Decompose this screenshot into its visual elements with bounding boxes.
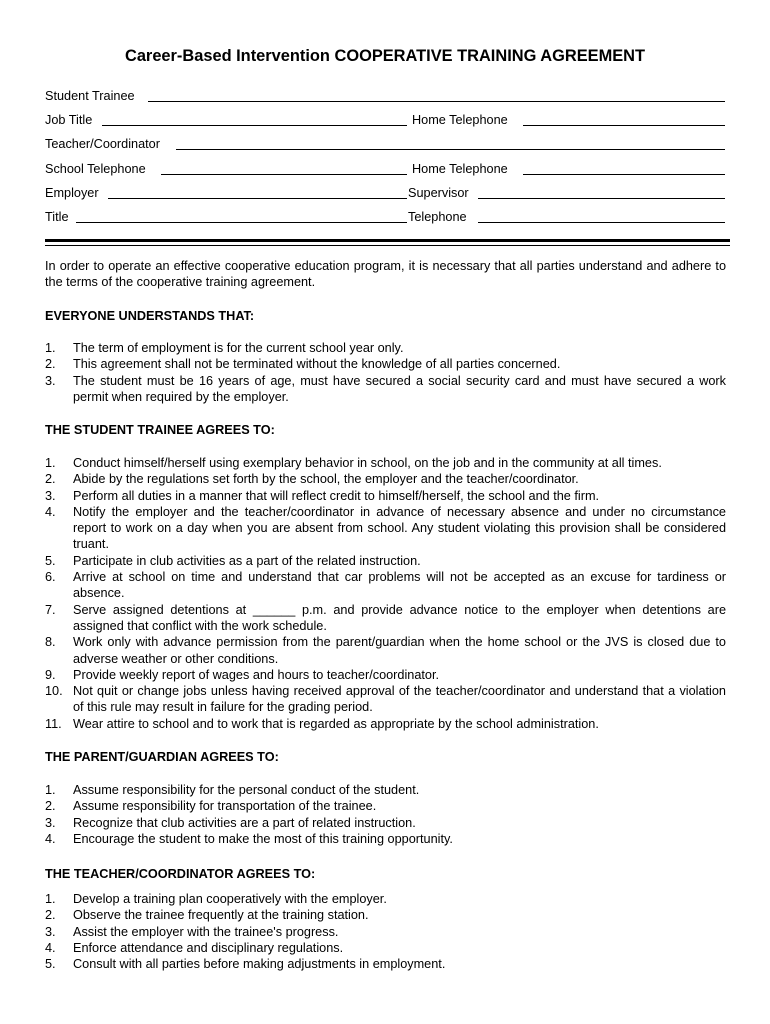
document-title: Career-Based Intervention COOPERATIVE TRAINING AGREEMENT [124, 47, 646, 65]
label-student-trainee: Student Trainee [45, 89, 135, 103]
section-heading-student: THE STUDENT TRAINEE AGREES TO: [45, 423, 275, 437]
list-item: 4. Enforce attendance and disciplinary regulations. [45, 940, 344, 955]
label-employer: Employer [45, 186, 99, 200]
list-item: 1. The term of employment is for the current school year only. [45, 341, 404, 355]
list-item: 2. This agreement shall not be terminated without the knowledge of all parties concerned. [45, 357, 561, 372]
label-teacher-coordinator: Teacher/Coordinator [45, 137, 160, 151]
list-item: 1. Develop a training plan cooperatively with the employer. [45, 892, 387, 906]
student-trainee-field[interactable] [148, 101, 725, 102]
label-home-telephone: Home Telephone [412, 113, 508, 127]
list-item: 9. Provide weekly report of wages and hours to teacher/coordinator. [45, 667, 440, 682]
teacher-coordinator-field[interactable] [176, 149, 725, 150]
list-item: 2. Assume responsibility for transportation of the trainee. [45, 799, 377, 814]
list-item: 1. Conduct himself/herself using exemplary behavior in school, on the job and in the community at all times. [45, 456, 662, 470]
telephone-field[interactable] [478, 222, 725, 223]
section-heading-everyone: EVERYONE UNDERSTANDS THAT: [45, 309, 255, 323]
list-item: 5. Participate in club activities as a part of the related instruction. [45, 553, 421, 568]
list-item: 1. Assume responsibility for the personal conduct of the student. [45, 783, 420, 797]
list-item: 5. Consult with all parties before making adjustments in employment. [45, 957, 446, 972]
home-telephone-field[interactable] [523, 125, 725, 126]
list-item: 2. Abide by the regulations set forth by the school, the employer and the teacher/coordinator. [45, 472, 579, 487]
home-telephone-2-field[interactable] [523, 174, 725, 175]
section-heading-parent: THE PARENT/GUARDIAN AGREES TO: [45, 750, 279, 764]
list-item: 6. Arrive at school on time and understand that car problems will not be accepted as an excuse for tardiness or absence. [45, 570, 726, 601]
list-teacher [45, 891, 726, 972]
list-item: 2. Observe the trainee frequently at the training station. [45, 908, 369, 923]
list-item: 3. Recognize that club activities are a part of related instruction. [45, 815, 416, 830]
divider-thin [45, 245, 730, 246]
label-job-title: Job Title [45, 113, 93, 127]
list-item: 8. Work only with advance permission from the parent/guardian when the home school or the JVS is closed due to adverse weather or other conditions. [45, 635, 726, 666]
list-item: 3. Perform all duties in a manner that will reflect credit to himself/herself, the school and the firm. [45, 488, 600, 503]
list-parent [45, 782, 726, 847]
list-item: 3. The student must be 16 years of age, must have secured a social security card and must have secured a work permit when required by the employer. [45, 373, 726, 404]
list-item: 11. Wear attire to school and to work that is regarded as appropriate by the school administration. [45, 716, 599, 731]
job-title-field[interactable] [102, 125, 407, 126]
list-item: 3. Assist the employer with the trainee's progress. [45, 924, 339, 939]
label-school-telephone: School Telephone [45, 162, 146, 176]
section-heading-teacher: THE TEACHER/COORDINATOR AGREES TO: [45, 867, 316, 881]
list-everyone [45, 340, 726, 405]
list-item: 10. Not quit or change jobs unless having received approval of the teacher/coordinator and understand that a violation of this rule may result in failure for the grading period. [45, 684, 726, 715]
label-home-telephone-2: Home Telephone [412, 162, 508, 176]
list-item: 4. Encourage the student to make the most of this training opportunity. [45, 831, 453, 846]
label-title: Title [45, 210, 69, 224]
intro-paragraph: In order to operate an effective cooperative education program, it is necessary that all parties understand and adhere to the terms of the cooperative training agreement. [45, 259, 726, 290]
title-field[interactable] [76, 222, 407, 223]
label-telephone: Telephone [408, 210, 467, 224]
supervisor-field[interactable] [478, 198, 725, 199]
list-item: 4. Notify the employer and the teacher/coordinator in advance of necessary absence and under no circumstance report to work on a day when you are absent from school. Any student violating this provision shall be considered truant. [45, 504, 726, 552]
list-item: 7. Serve assigned detentions at ______ p.m. and provide advance notice to the employer when detentions are assigned that conflict with the work schedule. [45, 602, 726, 633]
list-student [45, 455, 726, 732]
divider-thick [45, 239, 730, 242]
label-supervisor: Supervisor [408, 186, 469, 200]
employer-field[interactable] [108, 198, 407, 199]
school-telephone-field[interactable] [161, 174, 407, 175]
